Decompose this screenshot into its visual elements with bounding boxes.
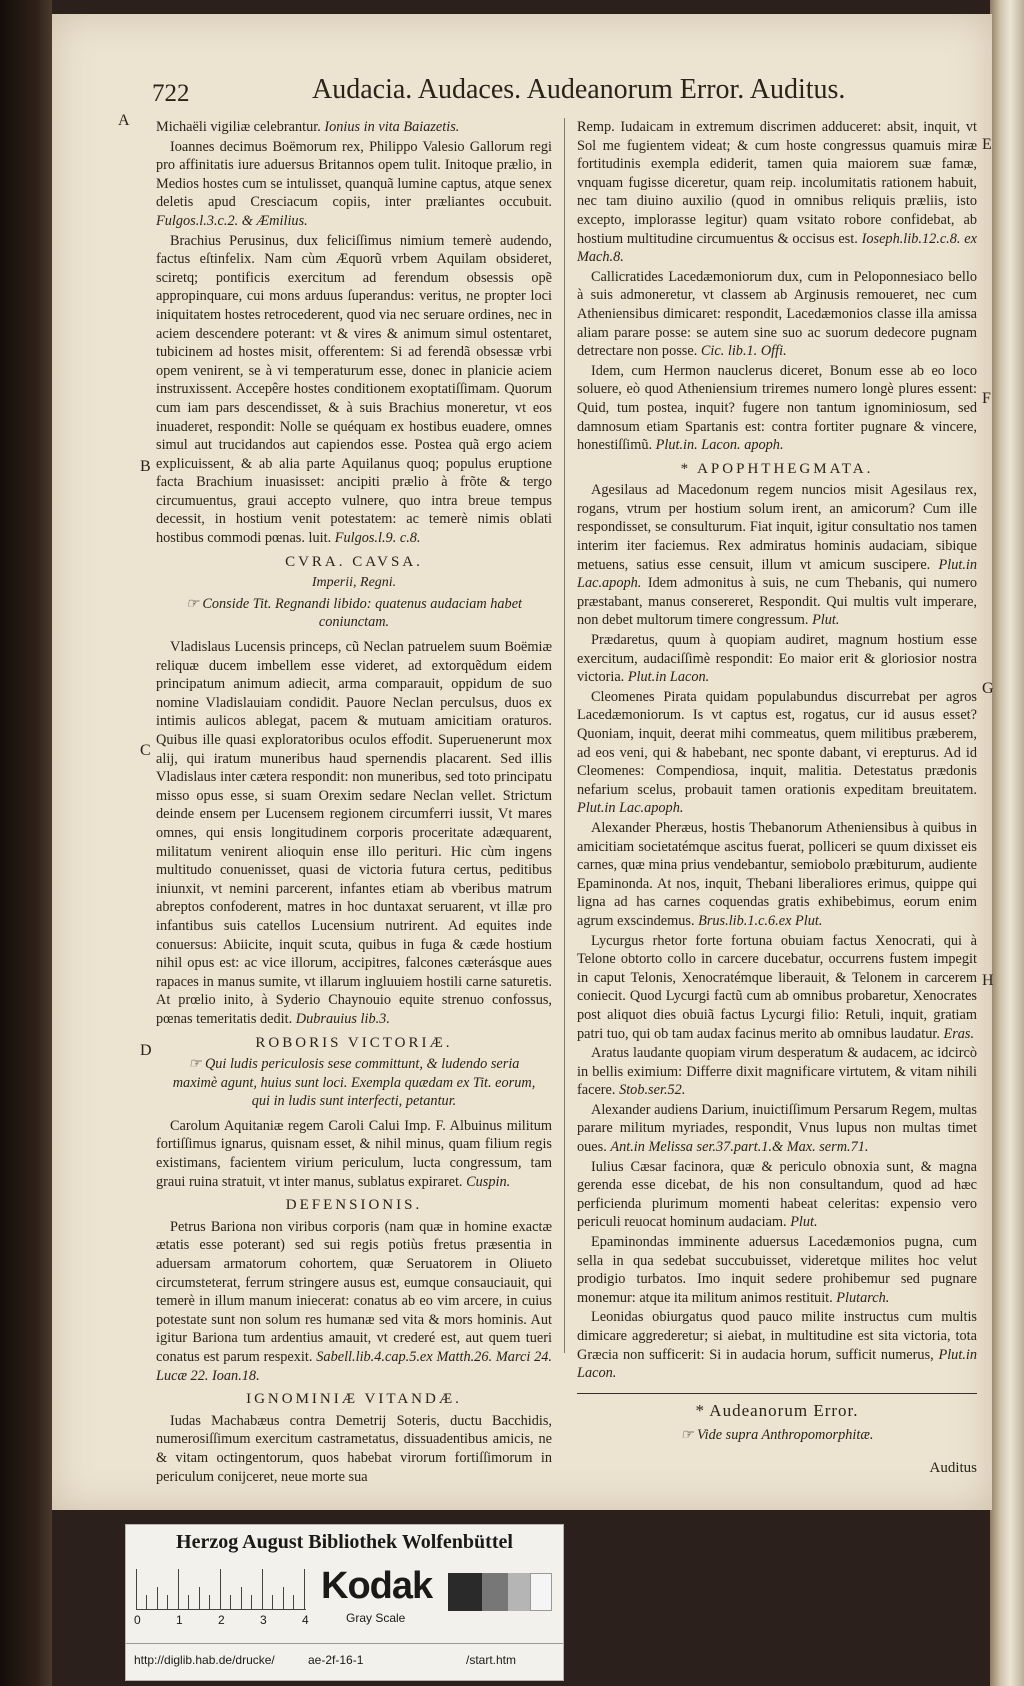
paragraph-text: Iulius Cæsar facinora, quæ & periculo obnoxia sunt, & magna gerenda esse dicebat, de his non consultandum, quod ad hæc perficienda plurimum momenti habeat celeritas: expensio vero periculi reuocat hominum audaciam. <box>577 1158 977 1231</box>
paragraph <box>577 932 977 1044</box>
paragraph <box>577 688 977 818</box>
paragraph-text: Idem, cum Hermon nauclerus diceret, Bonum esse ab eo loco soluere, eò quod Atheniensium triremes numero longè plures essent: Quid, tum postea, inquit? fugere non tantum ignominiosum, sed damnosum etiam Spartanis est: contra fortiter pugnare & vincere, honestiſſimũ. <box>577 362 977 454</box>
paragraph <box>577 1233 977 1307</box>
paragraph-text: Aratus laudante quopiam virum desperatum & audacem, ac idcircò in bellis eximium: Differre dixit magnificare virtutem, & vitam nihili facere. <box>577 1045 977 1099</box>
paragraph-text: Cleomenes Pirata quidam populabundus discurrebat per agros Lacedæmoniorum. Is vt captus est, rogatus, cur id ausus esset? Quoniam, inquit, deerat mihi commeatus, quem militibus præberem, ad eos veni, qui & habebant, nec sponte dabant, vi erepturus. Ad id Cleomenes: Compendiosa, inquit, malitia. Detestatus prædonis nefarium scelus, probauit tamen orationis expeditam breuitatem. <box>577 688 977 798</box>
citation: Dubrauius lib.3. <box>295 1010 390 1027</box>
citation: Ant.in Melissa ser.37.part.1.& Max. serm.71. <box>610 1139 869 1156</box>
ruler-tick <box>199 1587 200 1609</box>
paragraph <box>156 1412 552 1486</box>
cross-reference-note: ☞ Qui ludis periculosis sese committunt, & ludendo seria maximè agunt, huius sunt loci. Exempla quædam ex Tit. eorum, qui in ludis sunt interfecti, petantur. <box>172 1056 536 1110</box>
paragraph-text: Petrus Bariona non viribus corporis (nam quæ in homine exactæ ætatis esse poterant) sed sui regis potiùs fretus præsentia in aduersam armatorum cohortem, quæ Seruatorem in Oliueto circumsteterat, ferrum stringere ausus est, eumque consauciauit, qui temerè in illum manum iniecerat: conatus ab eo vim arcere, in cuius potestate sunt non solum res humanæ sed vita & mors hominis. Aut igitur Bariona tum ardentius amauit, vt crederé est, aut quem tueri conatus est parum respexit. <box>156 1218 552 1365</box>
book-gutter <box>0 0 52 1686</box>
paragraph <box>156 638 552 1028</box>
paragraph-text: Michaëli vigiliæ celebrantur. <box>156 119 321 135</box>
paragraph <box>577 268 977 361</box>
left-column <box>156 118 552 1487</box>
paragraph-text: Carolum Aquitaniæ regem Caroli Calui Imp. F. Albuinus militum fortiſſimus ignarus, quisnam esset, & nihil minus, quam filium regis existimans, facientem virium periculum, lucta congressum, tam graui ruina stratuit, vt inter manus, sublatus expiraret. <box>156 1117 552 1190</box>
margin-letter-f: F <box>982 390 991 407</box>
source-url-base[interactable]: http://diglib.hab.de/drucke/ <box>134 1653 275 1667</box>
ruler-tick <box>230 1595 231 1609</box>
paragraph <box>577 1308 977 1382</box>
library-name: Herzog August Bibliothek Wolfenbüttel <box>176 1531 513 1553</box>
kodak-logo: Kodak <box>321 1565 433 1607</box>
ruler-tick <box>272 1595 273 1609</box>
paragraph <box>577 1158 977 1232</box>
page-edge <box>990 0 1024 1686</box>
section-heading: DEFENSIONIS. <box>285 1197 423 1214</box>
citation: Plut.in Lacon. <box>627 669 710 686</box>
citation: Ioseph.lib.12.c.8. ex Mach.8. <box>577 230 977 266</box>
ruler-tick <box>293 1595 294 1609</box>
divider <box>126 1643 563 1644</box>
paragraph-text: Remp. Iudaicam in extremum discrimen adduceret: absit, inquit, vt Sol me fugientem videat; & cum hoste congressus quamuis miræ fortitudinis exempla ediderit, tamen quia maiorem suæ famæ, vnquam fugisse diceretur, quam reip. incolumitatis rationem habuit, nec tam diuino auxilio (quod in omnibus reliquis præliis, isto excepto, implorasse legitur) quam vsitato robore confidebat, ab hostium multitudine circumuentus & occisus est. <box>577 119 977 247</box>
gray-scale-swatches <box>448 1573 552 1611</box>
ruler-tick <box>136 1569 137 1609</box>
paragraph <box>577 481 977 630</box>
citation: Plut.in Lac.apoph. <box>577 800 684 817</box>
source-url-page[interactable]: /start.htm <box>466 1653 517 1667</box>
citation: Sabell.lib.4.cap.5.ex Matth.26. Marci 24. Lucæ 22. Ioan.18. <box>156 1349 552 1384</box>
column-divider <box>564 118 565 1353</box>
margin-letter-e: E <box>982 136 992 153</box>
margin-letter-h: H <box>982 972 994 989</box>
citation: Ionius in vita Baiazetis. <box>324 119 460 135</box>
section-rule <box>577 1393 977 1394</box>
paragraph <box>156 1117 552 1191</box>
paragraph-text: Lycurgus rhetor forte fortuna obuiam factus Xenocrati, qui à Telone obtorto collo in carcere ducebatur, occurrens fustem impegit in caput Telonis, Xenocratémque liberauit, & Telonem in carcerem coniecit. Quod Lycurgi factũ cum ab omnibus probaretur, Xenocrates post aliquot dies obuiã factus Lycurgi filio: Retuli, inquit, gratiam patri tuo, qui ob tam audax facinus merito ab omnibus laudatur. <box>577 932 977 1042</box>
archive-target-card <box>125 1524 564 1681</box>
paragraph-text: Vladislaus Lucensis princeps, cũ Neclan patruelem suum Boëmiæ reliquæ ducem imbellem esse videret, ad extorquẽdum eidem principatum animum adiecit, arma comparauit, oppidum de suo nomine Vladislauiam condidit. Pauore Neclan perculsus, duos ex intimis aulicos ablegat, pacem & mutuam amicitiam oraturos. Quibus ille quasi exploratoribus oculos effodit. Superuenerunt mox alij, qui iratum muneribus haud spernendis placarent. Sed illis Vladislaus inter cætera respondit: non muneribus, sed toto principatu misso opus esse, si suam Orexim sedare Neclan vellet. Strictum deinde ensem per Lucensem regionem circumferri iussit, Vt mares omnes, qui ensis longitudinem corporis proceritate adæquarent, militatum venirent alioquin ense illo perituri. Hic cùm ingens multitudo conuenisset, quasi de victoria futura certus, peditibus iniunxit, vt nemini parcerent, infantes etiam ab vberibus matrum abreptos confoderent, matres in hoc duntaxat seruarent, vt illæ pro infantibus suis catellos Lucensium nutrirent. Ad equites inde conuersus: Abiicite, inquit scuta, quibus in fuga & cæde hostium nihil opus est: ac vice illorum, accipitres, falcones cæterásque aues rapaces in manus sumite, vt illarum ingluuiem hostili carne saturetis. At prœlio inito, à Syderio Chaynouio equite strenuo confossus, pœnas temeritatis dedit. <box>156 639 552 1027</box>
gray-swatch <box>448 1573 482 1611</box>
paragraph-text: Iudas Machabæus contra Demetrij Soteris, ductu Bacchidis, numerosiſſimum exercitum castrametatus, dissuadentibus amicis, ne & vitam octingentorum, quos habebat virorum fortiſſimorum in periculum conijceret, neue morte sua <box>156 1412 552 1485</box>
cross-reference-note: ☞ Conside Tit. Regnandi libido: quatenus audaciam habet coniunctam. <box>185 595 523 631</box>
gray-swatch <box>530 1573 552 1611</box>
citation: Plut.in Lac.apoph. <box>577 556 978 592</box>
paragraph-text: Callicratides Lacedæmoniorum dux, cum in Peloponnesiaco bello à suis admoneretur, vt classem ab Arginusis remoueret, nec cum Atheniensibus dimicaret: respondit, Lacedæmonios classe illa amissa aliam parare posse: se autem sine suo ac suorum dedecore pugnam detrectare non posse. <box>577 268 977 360</box>
citation: Cuspin. <box>466 1173 511 1190</box>
ruler-tick <box>146 1595 147 1609</box>
ruler-number: 4 <box>302 1613 309 1627</box>
paragraph <box>577 631 977 687</box>
citation: Brus.lib.1.c.6.ex Plut. <box>698 912 823 929</box>
paragraph-text: Prædaretus, quum à quopiam audiret, magnum hostium esse exercitum, audaciſſimè respondit: Eo maior erit & gloriosior nostra victoria. <box>577 632 977 686</box>
paragraph-text: Alexander Pheræus, hostis Thebanorum Atheniensibus à quibus in amicitiam societatémque ascitus fuerat, polliceri se quum dixisset eis carnes, quæ mina prius vendebantur, semiobolo præbiturum, audiente Epaminonda. At nos, inquit, Thebani liberaliores erimus, quippe qui ligna ad has carnes coquendas gratis exhibebimus, eorum enim agrum exscindemus. <box>577 819 977 929</box>
ruler-tick <box>220 1569 221 1609</box>
ruler-scale <box>136 1569 306 1610</box>
catchword: Auditus <box>929 1459 977 1476</box>
section-heading: IGNOMINIÆ VITANDÆ. <box>246 1391 462 1408</box>
section-heading: CVRA. CAVSA. <box>285 553 423 570</box>
scanned-page <box>52 14 992 1510</box>
section-heading: ROBORIS VICTORIÆ. <box>255 1034 453 1051</box>
citation: Plut. <box>790 1214 818 1231</box>
citation: Plut. <box>812 612 840 629</box>
ruler-tick <box>304 1569 305 1609</box>
ruler-number: 0 <box>134 1613 141 1627</box>
margin-letter-a: A <box>118 112 130 129</box>
citation: Fulgos.l.9. c.8. <box>334 530 421 547</box>
paragraph-text: Idem admonitus à suis, ne cum Thebanis, qui numero præstabant, manus consereret, Respondit. Qui multis vult imperare, non debet multorum timere congressum. <box>577 575 977 629</box>
source-url-id[interactable]: ae-2f-16-1 <box>308 1653 364 1667</box>
citation: Stob.ser.52. <box>619 1082 686 1099</box>
paragraph-text: Ioannes decimus Boëmorum rex, Philippo Valesio Gallorum regi pro affinitatis iure aduersus Britannos opem tulit. Initoque prælio, in Medios hostes cum se intulisset, quanquã lumine captus, atque senex deletis apud Cresciacum copiis, inter præliantes occubuit. <box>156 138 552 211</box>
citation: Plut.in Lacon. <box>577 1346 977 1382</box>
section-heading: * Audeanorum Error. <box>695 1400 859 1420</box>
ruler-tick <box>167 1595 168 1609</box>
gray-swatch <box>482 1573 508 1611</box>
gray-swatch <box>508 1573 530 1611</box>
running-head <box>52 74 992 114</box>
page-title: Audacia. Audaces. Audeanorum Error. Auditus. <box>312 74 846 105</box>
paragraph <box>156 1218 552 1385</box>
gray-scale-label: Gray Scale <box>346 1611 406 1625</box>
paragraph-text: Leonidas obiurgatus quod pauco milite instructus cum multis dimicare aggrederetur; si aiebat, in multitudine est sita victoria, tota Græcia non sufficerit: Si in audacia horum, sufficit numerus, <box>577 1309 977 1363</box>
paragraph <box>577 819 977 931</box>
paragraph-text: Epaminondas imminente aduersus Lacedæmonios pugna, cum sella in qua sedebat succubuisset, videretque milites hoc velut prodigio turbatos. Imo inquit sedere prohibemur sed pugnare monemur: atque ita militum animos restituit. <box>577 1234 977 1306</box>
section-heading: * APOPHTHEGMATA. <box>680 460 874 477</box>
paragraph <box>577 1044 977 1100</box>
paragraph-text: Brachius Perusinus, dux feliciſſimus nimium temerè audendo, factus eſtinfelix. Nam cùm Æquorũ vrbem Aquilam obsideret, sciretq; pontificis exercitum ad ferendum obsessis opẽ appropinquare, cui mons arduus ſuperandus: veritus, ne propter loci iniquitatem hostes retrocederent, quod via nec seruare ordines, nec in aciem descendere poterant: vt & vires & animum simul ostentaret, tubicinem ad hostes misit, offerentem: Si ad ferendã obsessæ vrbi opem venirent, se à vi temperaturum esse, donec in planicie aciem instruxissent. Accepêre hostes conditionem exoptatiſſimam. Quorum cum iam pars descendisset, & à suis Brachius moneretur, vt eos inuaderet, respondit: Nolle se quéquam ex hostibus euadere, omnes simul aut trucidandos aut capiendos esse. Postea quã ergo aciem explicuissent, & ab alia parte Aquilanus quoq; populus eruptione facta Brachium inuasisset: ancipiti prælio à frõte & tergo circumuentus, graui accepto vulnere, quo intra breue tempus decessit, in hostium venit potestatem: ac temerè nimis oblati hostibus commodi pœnas. luit. <box>156 232 552 547</box>
paragraph <box>156 118 552 137</box>
ruler-tick <box>283 1587 284 1609</box>
paragraph <box>577 1101 977 1157</box>
citation: Plut.in. Lacon. apoph. <box>655 437 784 454</box>
ruler-tick <box>262 1569 263 1609</box>
citation: Eras. <box>943 1025 975 1042</box>
margin-letter-g: G <box>982 680 994 697</box>
citation: Cic. lib.1. Offi. <box>700 343 787 360</box>
ruler-tick <box>251 1595 252 1609</box>
ruler-tick <box>209 1595 210 1609</box>
ruler-number: 1 <box>176 1613 183 1627</box>
paragraph <box>156 138 552 231</box>
ruler-tick <box>188 1595 189 1609</box>
ruler-number: 3 <box>260 1613 267 1627</box>
margin-letter-d: D <box>140 1042 152 1059</box>
citation: Plutarch. <box>836 1289 890 1306</box>
paragraph <box>156 232 552 548</box>
paragraph <box>577 362 977 455</box>
paragraph <box>577 118 977 267</box>
page-number: 722 <box>152 80 190 107</box>
paragraph-text: Alexander audiens Darium, inuictiſſimum Persarum Regem, multas parare militum myriades, respondit, Vnus lupus non multas timet oues. <box>577 1101 977 1156</box>
citation: Fulgos.l.3.c.2. & Æmilius. <box>156 212 308 229</box>
ruler-tick <box>241 1587 242 1609</box>
margin-letter-b: B <box>140 458 151 475</box>
subsection-heading: Imperii, Regni. <box>311 575 397 591</box>
cross-reference-note: ☞ Vide supra Anthropomorphitæ. <box>680 1427 874 1444</box>
right-column <box>577 118 977 1478</box>
ruler-number: 2 <box>218 1613 225 1627</box>
paragraph-text: Agesilaus ad Macedonum regem nuncios misit Agesilaus rex, rogans, vtrum per hostium solum irent, an amicorum? Cum ille respondisset, se consulturum. Fiat inquit, igitur consultatio nos tamen interim iter faciemus. Rex admiratus hominis audaciam, sibique metuens, satius esse censuit, illum vt amicum suscipere. <box>577 482 977 573</box>
ruler-tick <box>157 1587 158 1609</box>
margin-letter-c: C <box>140 742 151 759</box>
ruler-tick <box>178 1569 179 1609</box>
